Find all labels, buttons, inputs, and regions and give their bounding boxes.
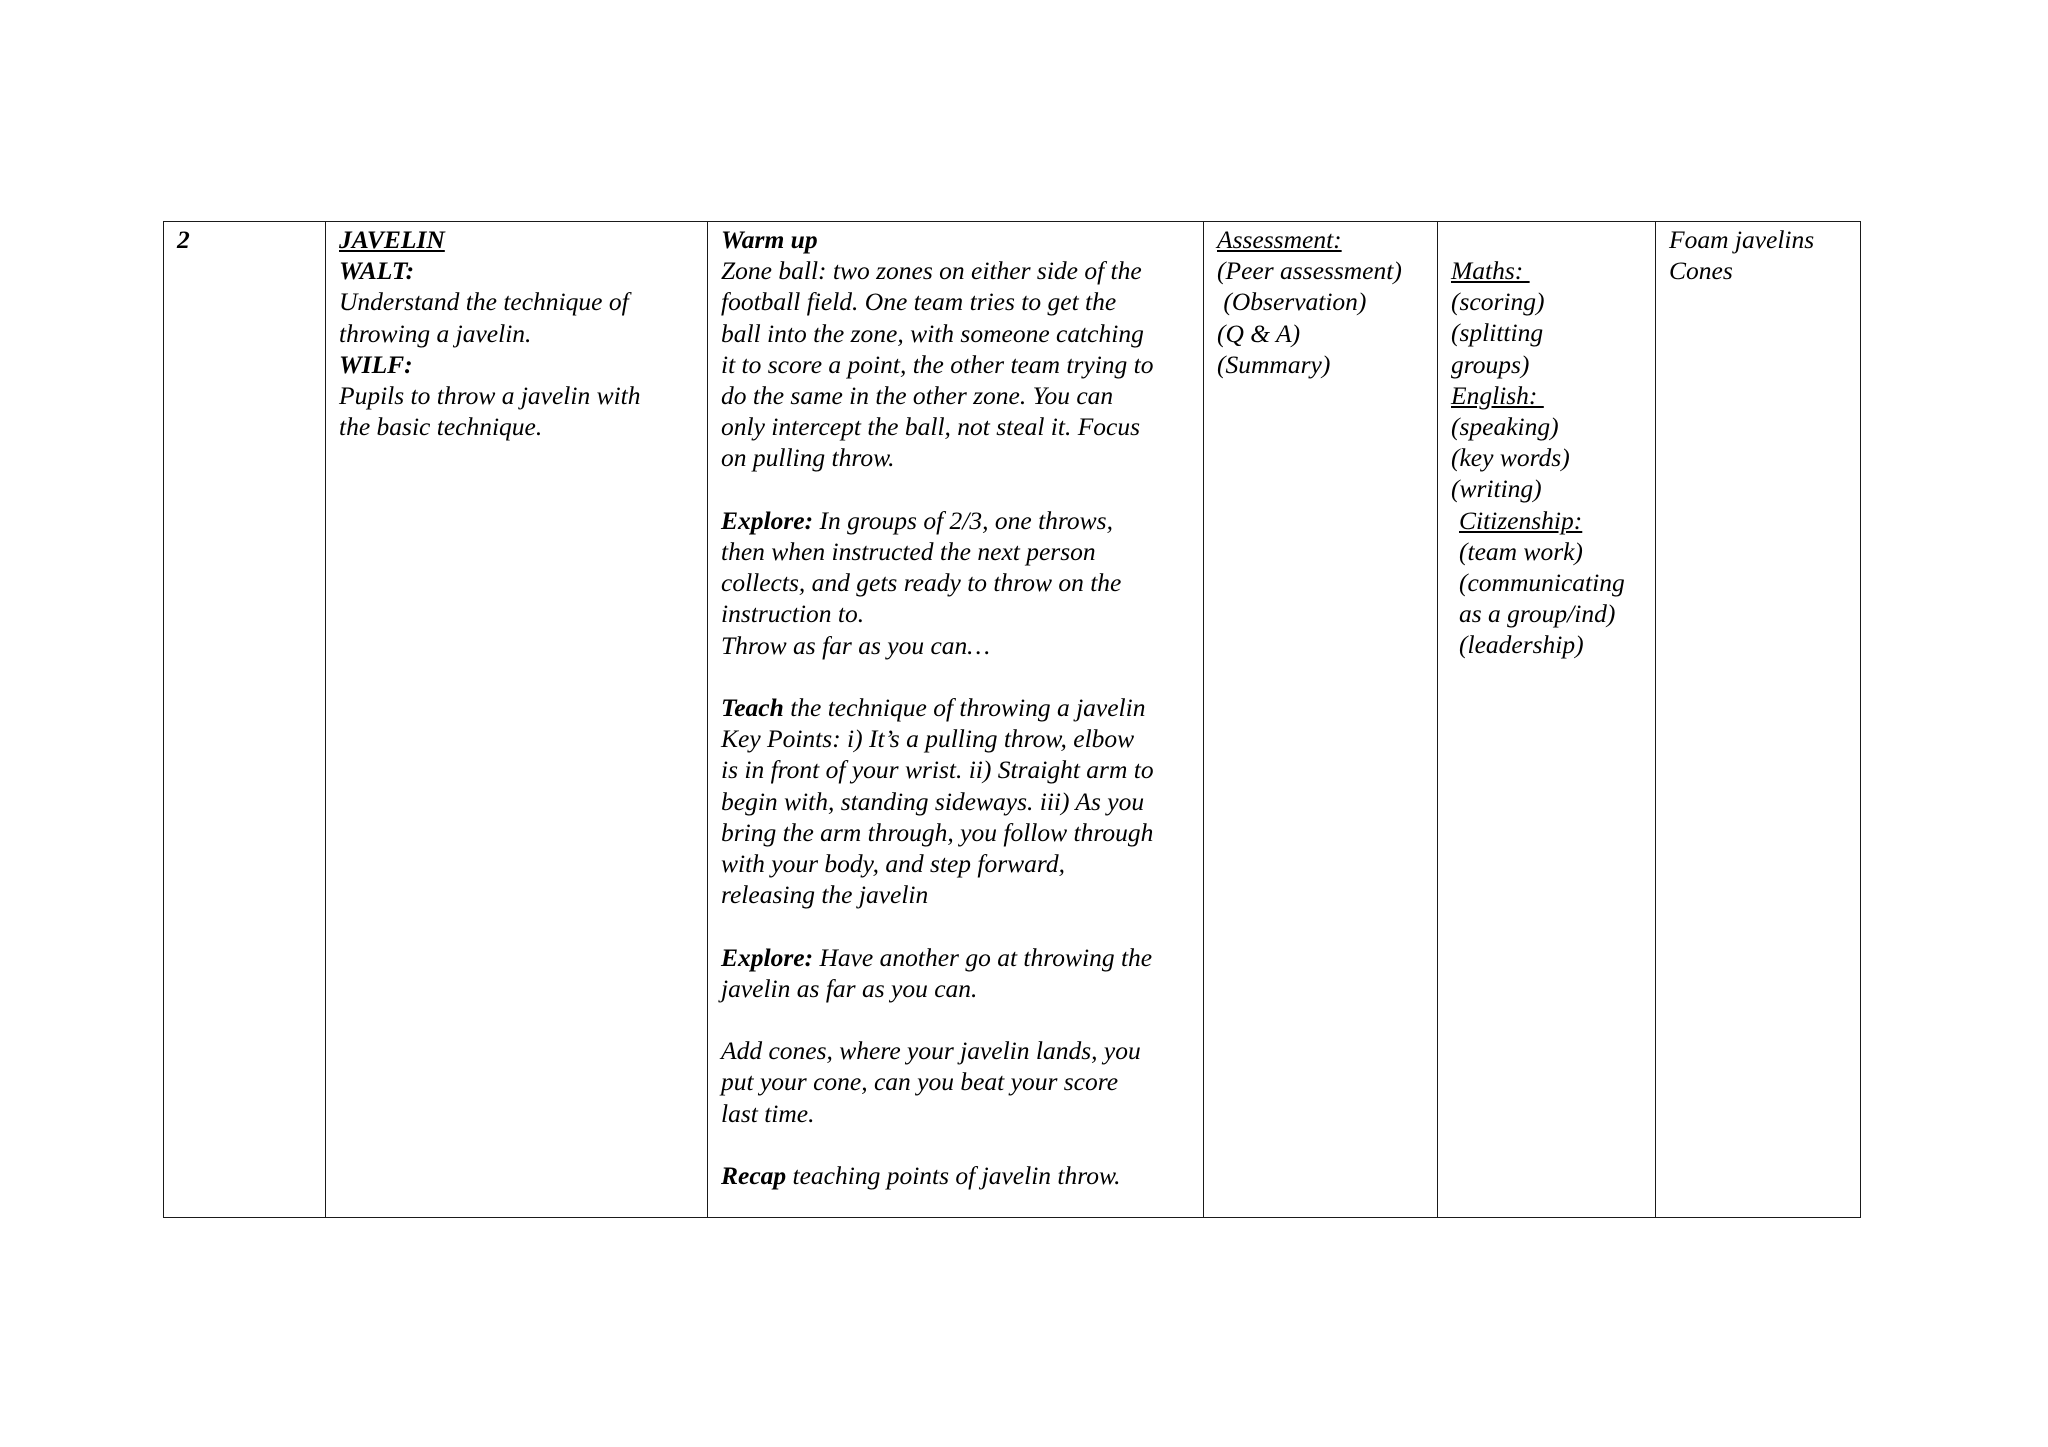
lesson-title: JAVELIN — [339, 225, 445, 254]
cones-line: last time. — [721, 1098, 815, 1128]
recap-text: teaching points of javelin throw. — [786, 1161, 1121, 1191]
explore-line: javelin as far as you can. — [721, 973, 978, 1003]
explore-label: Explore: — [721, 942, 814, 972]
teach-line: is in front of your wrist. ii) Straight arm to — [721, 755, 1154, 785]
english-item: (key words) — [1451, 443, 1570, 473]
wilf-line: the basic technique. — [339, 412, 543, 442]
citizenship-item: (leadership) — [1459, 630, 1584, 660]
warmup-line: ball into the zone, with someone catching — [721, 318, 1144, 348]
warmup-label: Warm up — [721, 225, 818, 254]
assessment-item: (Observation) — [1217, 287, 1367, 317]
english-heading: English: — [1451, 380, 1544, 410]
resource-item: Cones — [1669, 256, 1733, 286]
assessment-heading: Assessment: — [1217, 225, 1342, 254]
warmup-line: only intercept the ball, not steal it. Focus — [721, 412, 1141, 442]
resources-cell — [1656, 222, 1861, 1218]
explore-line: instruction to. — [721, 599, 865, 629]
walt-line: throwing a javelin. — [339, 318, 532, 348]
citizenship-item: (team work) — [1459, 536, 1583, 566]
recap-paragraph-line — [721, 1160, 1191, 1191]
explore-paragraph-line — [721, 942, 1191, 973]
teach-paragraph-line — [721, 692, 1191, 723]
maths-item: groups) — [1451, 349, 1530, 379]
walt-line: Understand the technique of — [339, 287, 629, 317]
explore-paragraph-line — [721, 505, 1191, 536]
assessment-item: (Peer assessment) — [1217, 256, 1402, 286]
wilf-line: Pupils to throw a javelin with — [339, 381, 641, 411]
english-item: (writing) — [1451, 474, 1542, 504]
explore-line: Throw as far as you can… — [721, 630, 990, 660]
lesson-plan-table — [163, 221, 1861, 1218]
objectives-cell — [326, 222, 708, 1218]
cones-line: Add cones, where your javelin lands, you — [721, 1036, 1141, 1066]
cross-curricular-cell — [1438, 222, 1656, 1218]
warmup-line: football field. One team tries to get the — [721, 287, 1117, 317]
maths-heading: Maths: — [1451, 256, 1530, 285]
activities-cell — [708, 222, 1204, 1218]
assessment-item: (Summary) — [1217, 349, 1331, 379]
teach-line: releasing the javelin — [721, 880, 929, 910]
citizenship-item: (communicating — [1459, 568, 1625, 598]
warmup-line: it to score a point, the other team trying to — [721, 349, 1154, 379]
explore-text: In groups of 2/3, one throws, — [813, 505, 1113, 535]
warmup-line: on pulling throw. — [721, 443, 895, 473]
assessment-cell — [1204, 222, 1438, 1218]
english-item: (speaking) — [1451, 412, 1559, 442]
lesson-number-cell — [164, 222, 326, 1218]
citizenship-item: as a group/ind) — [1459, 599, 1616, 629]
lesson-number: 2 — [177, 225, 190, 254]
teach-text: the technique of throwing a javelin — [783, 693, 1146, 723]
teach-line: begin with, standing sideways. iii) As you — [721, 786, 1145, 816]
walt-label: WALT: — [339, 256, 415, 286]
lesson-row — [164, 222, 1861, 1218]
explore-text: Have another go at throwing the — [813, 942, 1153, 972]
cones-line: put your cone, can you beat your score — [721, 1067, 1119, 1097]
teach-line: Key Points: i) It’s a pulling throw, elbow — [721, 724, 1135, 754]
teach-label: Teach — [721, 693, 784, 723]
resource-item: Foam javelins — [1669, 225, 1815, 254]
warmup-line: do the same in the other zone. You can — [721, 381, 1114, 411]
explore-line: then when instructed the next person — [721, 537, 1096, 567]
maths-item: (scoring) — [1451, 287, 1545, 317]
teach-line: with your body, and step forward, — [721, 849, 1066, 879]
warmup-line: Zone ball: two zones on either side of the — [721, 256, 1142, 286]
wilf-label: WILF: — [339, 349, 413, 379]
teach-line: bring the arm through, you follow through — [721, 817, 1154, 847]
explore-label: Explore: — [721, 505, 814, 535]
citizenship-heading: Citizenship: — [1459, 505, 1583, 535]
explore-line: collects, and gets ready to throw on the — [721, 568, 1122, 598]
recap-label: Recap — [721, 1161, 787, 1191]
assessment-item: (Q & A) — [1217, 318, 1301, 348]
maths-item: (splitting — [1451, 318, 1544, 348]
